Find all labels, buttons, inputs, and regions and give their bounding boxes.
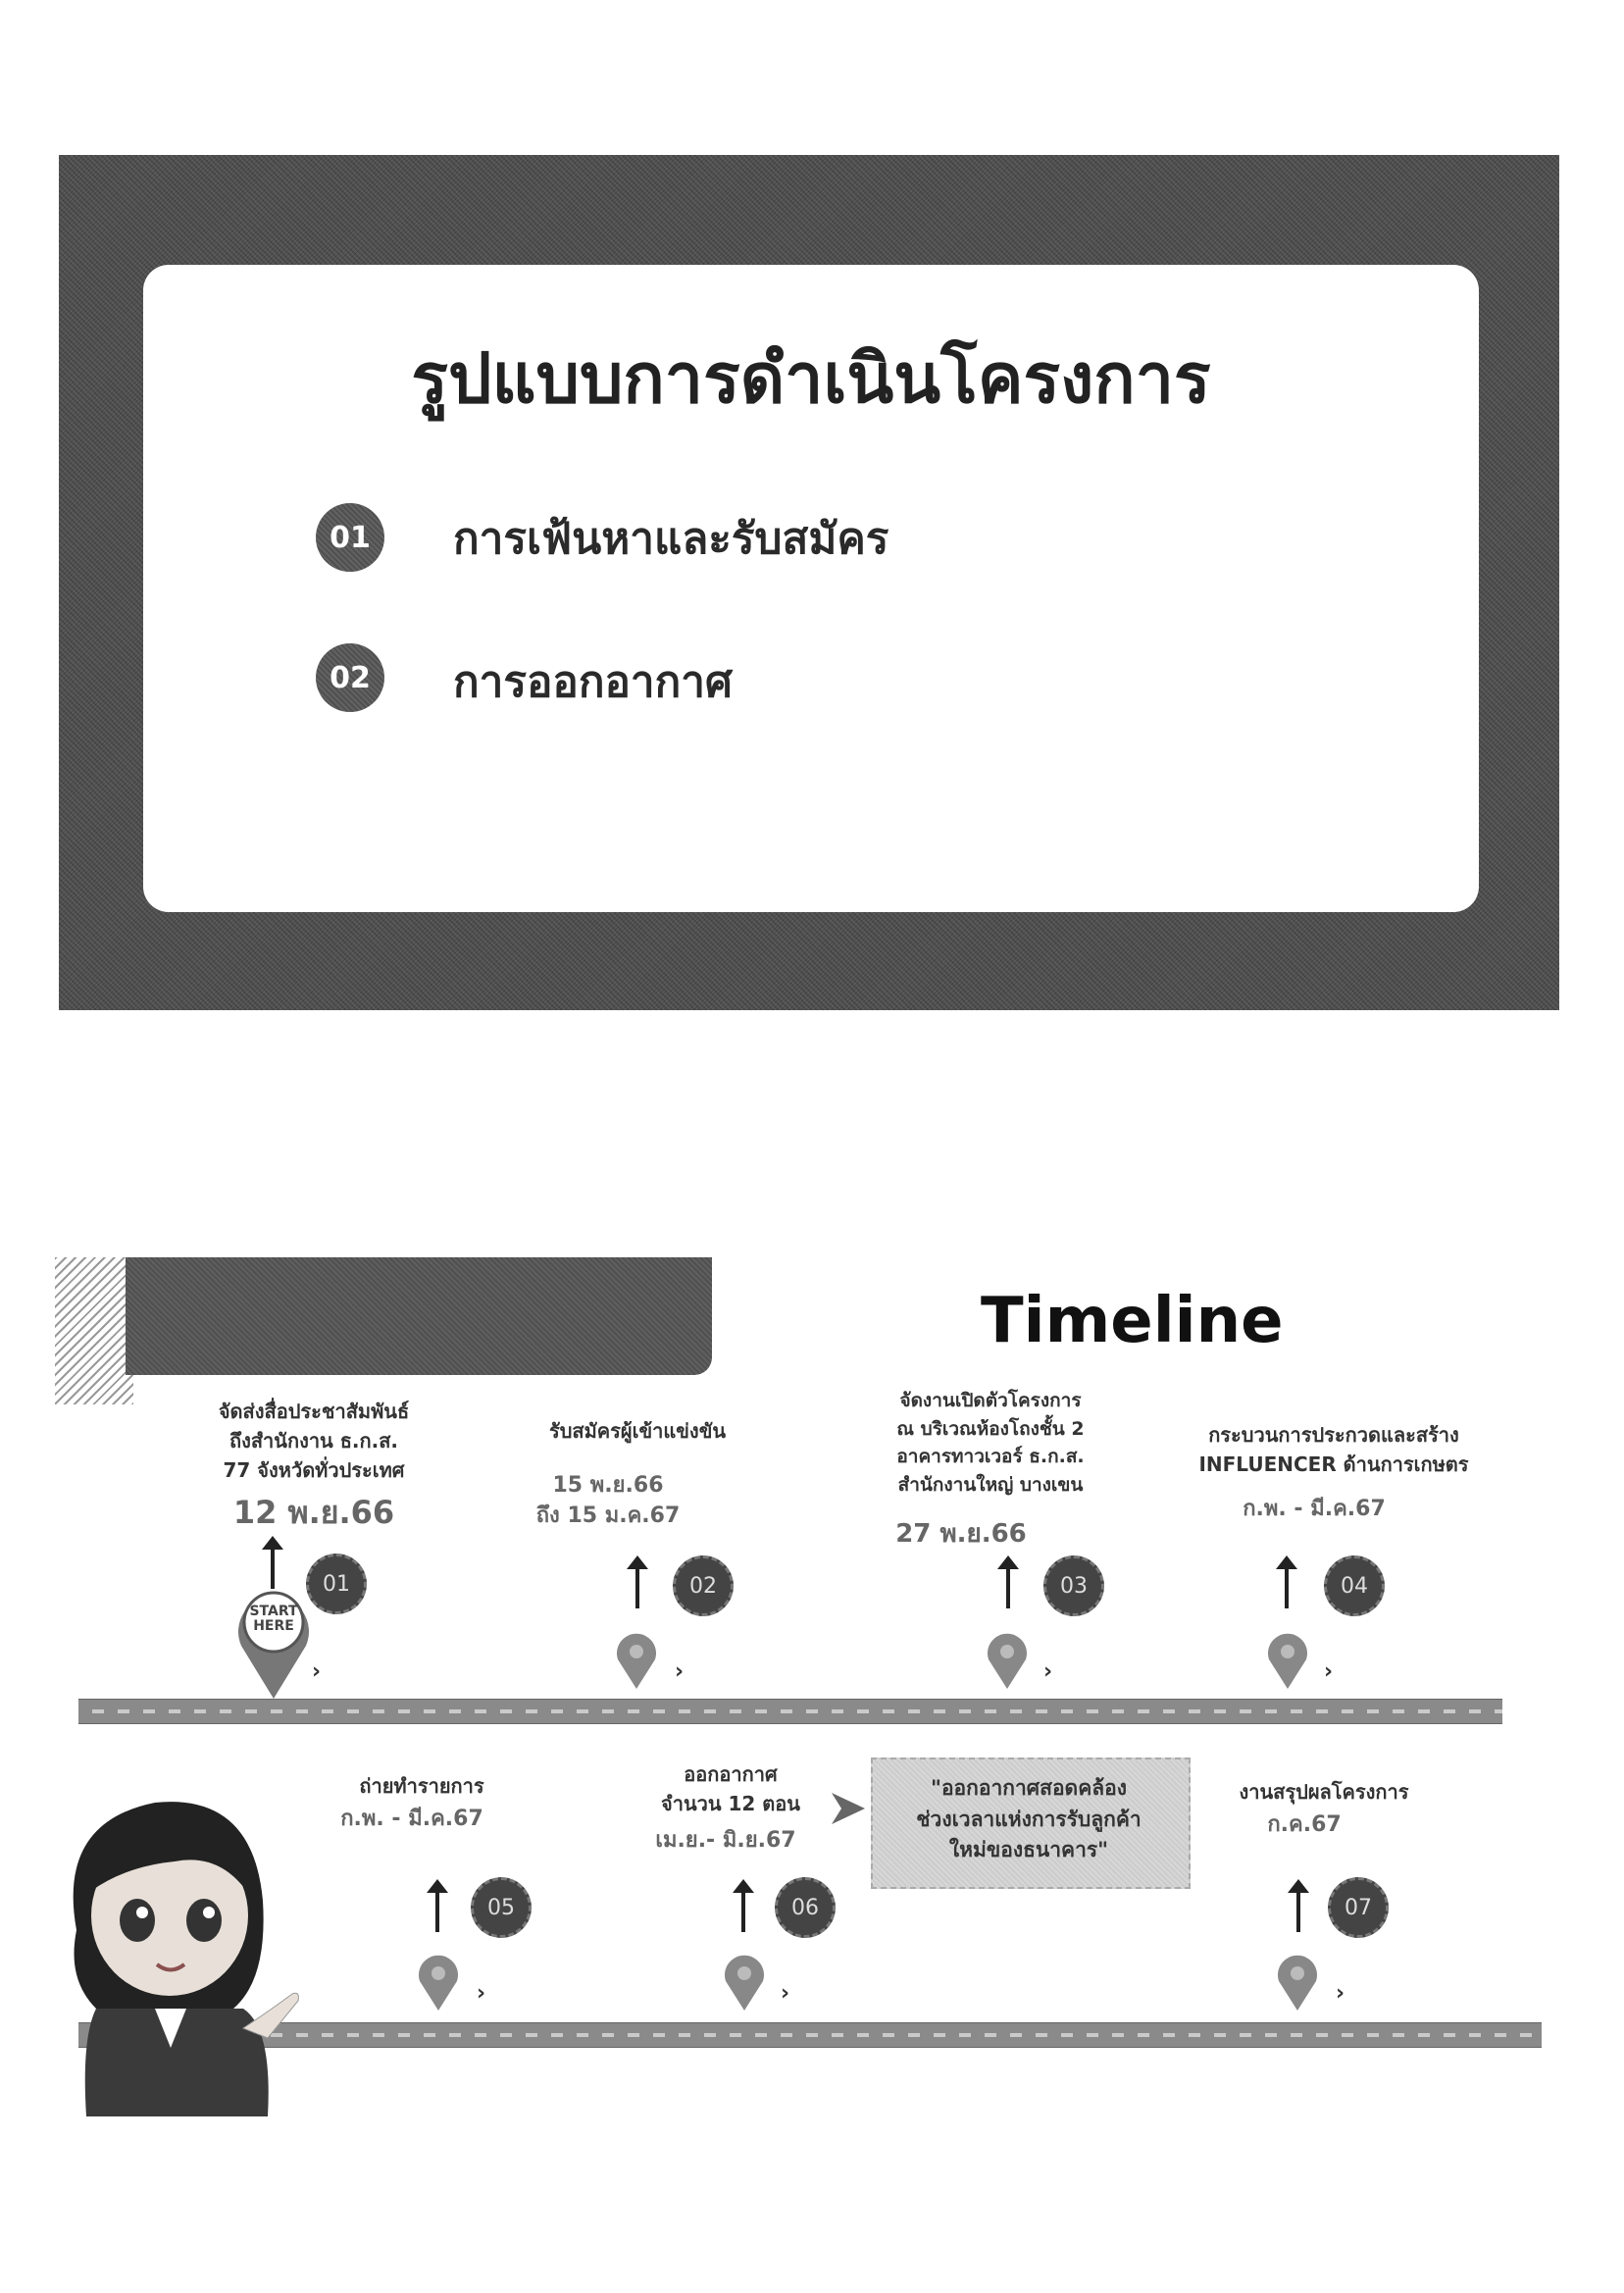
timeline-title: Timeline [981,1285,1284,1357]
location-pin-icon [1265,1630,1310,1691]
step-number-badge: 03 [1043,1555,1104,1616]
step-number-badge: 01 [306,1554,367,1614]
step-date: ก.พ. - มี.ค.67 [340,1807,483,1831]
step-date: 12 พ.ย.66 [232,1494,395,1531]
step-description: กระบวนการประกวดและสร้าง INFLUENCER ด้านการเกษตร [1198,1423,1469,1476]
chevron-right-icon: › [312,1659,322,1684]
agenda-item-label: การออกอากาศ [453,657,733,707]
chevron-right-icon: › [1043,1659,1053,1684]
location-pin-icon [985,1630,1030,1691]
arrow-up-icon [741,1889,745,1932]
location-pin-icon [614,1630,659,1691]
step-number-badge: 05 [471,1877,532,1938]
agenda-item-number: 02 [316,643,384,712]
arrow-up-icon [1296,1889,1300,1932]
step-date: ก.พ. - มี.ค.67 [1243,1497,1386,1521]
arrow-up-icon [271,1546,275,1589]
step-description: งานสรุปผลโครงการ [1239,1780,1409,1804]
arrow-up-icon [635,1565,639,1608]
chevron-right-icon: › [781,1981,790,2006]
start-here-label: START HERE [249,1604,298,1635]
agenda-title: รูปแบบการดำเนินโครงการ [411,338,1211,419]
step-date: เม.ย.- มิ.ย.67 [655,1828,796,1853]
step-description: จัดงานเปิดตัวโครงการ ณ บริเวณห้องโถงชั้น 2 อาคารทาวเวอร์ ธ.ก.ส. สำนักงานใหญ่ บางเขน [896,1390,1085,1496]
step-description: ออกอากาศ จำนวน 12 ตอน [661,1762,800,1815]
step-date: ก.ค.67 [1267,1812,1342,1837]
header-banner [126,1257,712,1375]
location-pin-icon [416,1952,461,2013]
agenda-item-number: 01 [316,503,384,572]
start-here-pin-icon [229,1585,318,1703]
step-date: 15 พ.ย.66 ถึง 15 ม.ค.67 [535,1473,681,1528]
step-number-badge: 02 [673,1555,734,1616]
hatch-decoration [55,1257,133,1404]
agenda-item-label: การเฟ้นหาและรับสมัคร [453,514,889,564]
arrow-up-icon [1285,1565,1289,1608]
chevron-right-icon: › [1324,1659,1334,1684]
location-pin-icon [722,1952,767,2013]
step-description: จัดส่งสื่อประชาสัมพันธ์ ถึงสำนักงาน ธ.ก.ส. 77 จังหวัดทั่วประเทศ [218,1400,410,1482]
step-description: รับสมัครผู้เข้าแข่งขัน [548,1419,727,1443]
location-pin-icon [1275,1952,1320,2013]
step-description: ถ่ายทำรายการ [359,1774,484,1798]
arrow-right-icon [830,1789,869,1828]
chevron-right-icon: › [1336,1981,1345,2006]
quote-text: "ออกอากาศสอดคล้อง ช่วงเวลาแห่งการรับลูกค้า ใหม่ของธนาคาร" [916,1776,1142,1861]
step-date: 27 พ.ย.66 [895,1519,1027,1549]
cartoon-presenter-illustration [57,1783,302,2116]
step-number-badge: 06 [775,1877,836,1938]
step-number-badge: 07 [1328,1877,1389,1938]
arrow-up-icon [435,1889,439,1932]
chevron-right-icon: › [477,1981,486,2006]
arrow-up-icon [1006,1565,1010,1608]
step-number-badge: 04 [1324,1555,1385,1616]
chevron-right-icon: › [675,1659,685,1684]
